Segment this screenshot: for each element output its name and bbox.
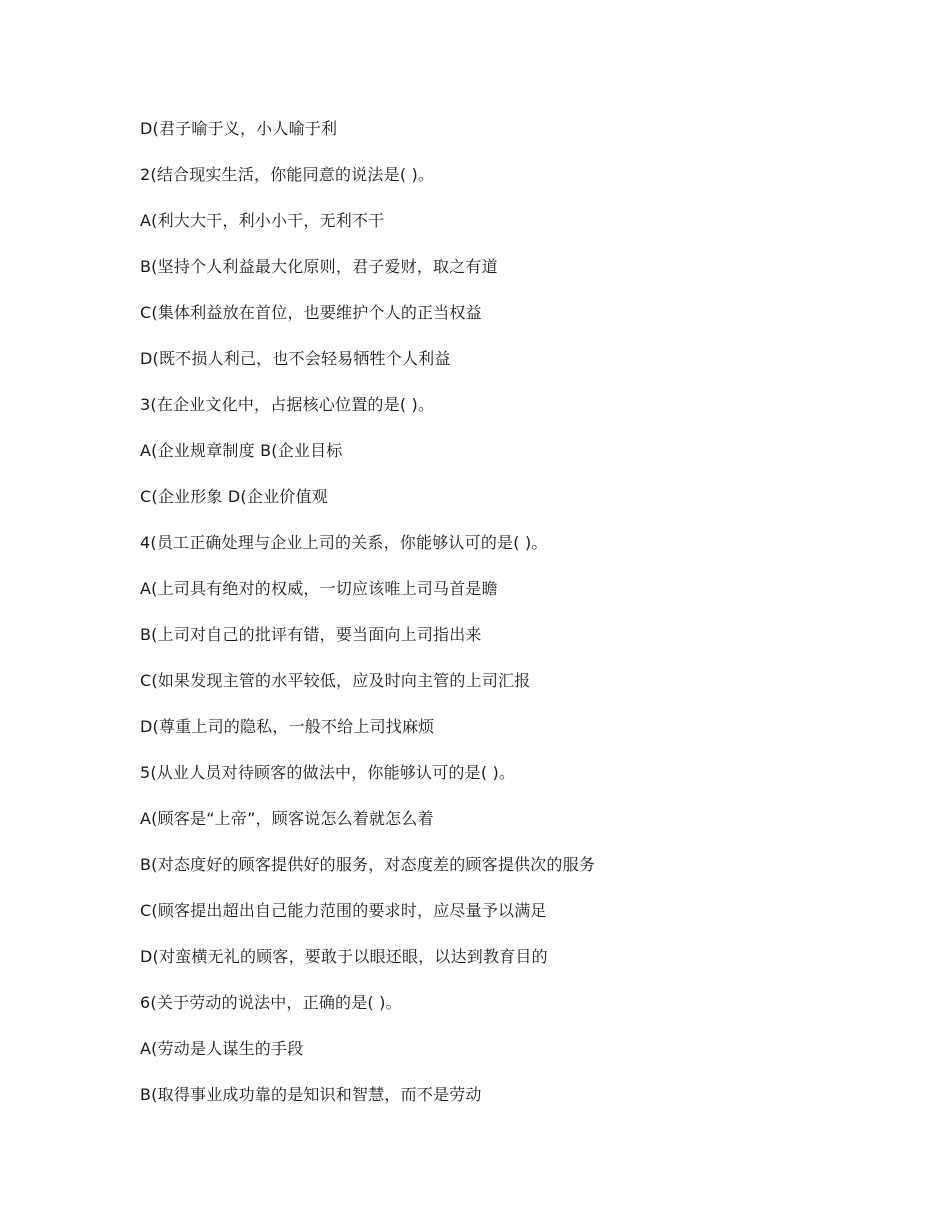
option-line: B(对态度好的顾客提供好的服务，对态度差的顾客提供次的服务 — [140, 855, 596, 874]
option-line: C(集体利益放在首位，也要维护个人的正当权益 — [140, 303, 482, 322]
question-list — [140, 117, 900, 1129]
option-line: C(顾客提出超出自己能力范围的要求时，应尽量予以满足 — [140, 901, 547, 920]
question-line: 3(在企业文化中，占据核心位置的是( )。 — [140, 395, 435, 414]
option-line: D(对蛮横无礼的顾客，要敢于以眼还眼，以达到教育目的 — [140, 947, 548, 966]
question-line: 2(结合现实生活，你能同意的说法是( )。 — [140, 165, 435, 184]
option-line: D(既不损人利己，也不会轻易牺牲个人利益 — [140, 349, 451, 368]
option-line: A(上司具有绝对的权威，一切应该唯上司马首是瞻 — [140, 579, 498, 598]
option-line: B(取得事业成功靠的是知识和智慧，而不是劳动 — [140, 1085, 482, 1104]
question-line: 6(关于劳动的说法中，正确的是( )。 — [140, 993, 402, 1012]
question-line: 4(员工正确处理与企业上司的关系，你能够认可的是( )。 — [140, 533, 548, 552]
option-line: A(企业规章制度 B(企业目标 — [140, 441, 343, 460]
option-line: C(企业形象 D(企业价值观 — [140, 487, 328, 506]
option-line: D(尊重上司的隐私，一般不给上司找麻烦 — [140, 717, 435, 736]
option-line: D(君子喻于义，小人喻于利 — [140, 119, 338, 138]
option-line: A(劳动是人谋生的手段 — [140, 1039, 304, 1058]
option-line: B(上司对自己的批评有错，要当面向上司指出来 — [140, 625, 482, 644]
option-line: C(如果发现主管的水平较低，应及时向主管的上司汇报 — [140, 671, 531, 690]
option-line: A(利大大干，利小小干，无利不干 — [140, 211, 385, 230]
option-line: A(顾客是“上帝”，顾客说怎么着就怎么着 — [140, 809, 434, 828]
option-line: B(坚持个人利益最大化原则，君子爱财，取之有道 — [140, 257, 498, 276]
question-line: 5(从业人员对待顾客的做法中，你能够认可的是( )。 — [140, 763, 516, 782]
